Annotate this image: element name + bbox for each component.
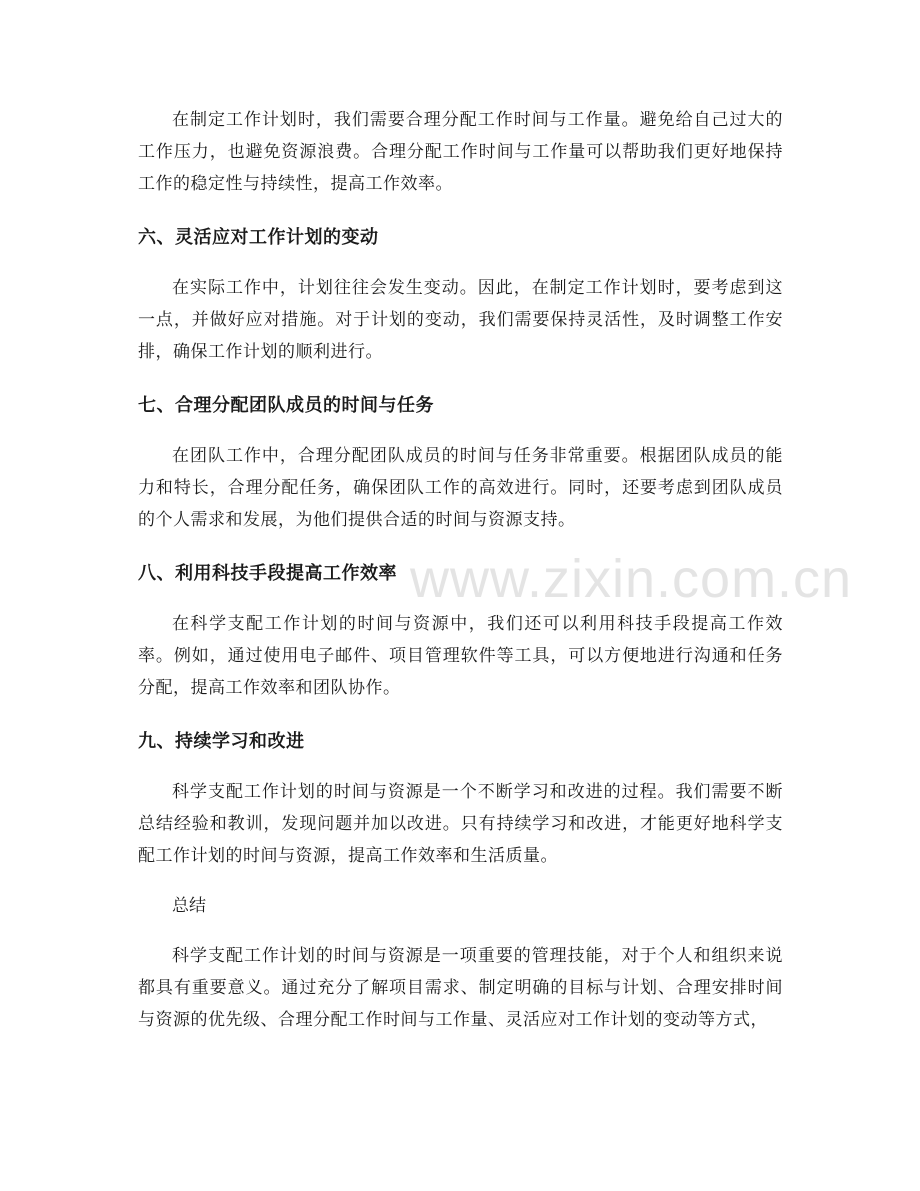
paragraph-section-8: 在科学支配工作计划的时间与资源中，我们还可以利用科技手段提高工作效率。例如，通过使用电子邮件、项目管理软件等工具，可以方便地进行沟通和任务分配，提高工作效率和团队协作。 [138, 614, 783, 698]
paragraph-summary: 科学支配工作计划的时间与资源是一项重要的管理技能，对于个人和组织来说都具有重要意义。通过充分了解项目需求、制定明确的目标与计划、合理安排时间与资源的优先级、合理分配工作时间与工作量、灵活应对工作计划的变动等方式， [138, 946, 783, 1030]
summary-label: 总结 [172, 896, 206, 916]
paragraph-section-9: 科学支配工作计划的时间与资源是一个不断学习和改进的过程。我们需要不断总结经验和教训，发现问题并加以改进。只有持续学习和改进，才能更好地科学支配工作计划的时间与资源，提高工作效率和生活质量。 [138, 782, 783, 866]
heading-section-6: 六、灵活应对工作计划的变动 [138, 227, 379, 248]
heading-section-8: 八、利用科技手段提高工作效率 [138, 563, 397, 584]
paragraph-section-7: 在团队工作中，合理分配团队成员的时间与任务非常重要。根据团队成员的能力和特长，合理分配任务，确保团队工作的高效进行。同时，还要考虑到团队成员的个人需求和发展，为他们提供合适的时间与资源支持。 [138, 446, 783, 530]
paragraph-work-allocation: 在制定工作计划时，我们需要合理分配工作时间与工作量。避免给自己过大的工作压力，也避免资源浪费。合理分配工作时间与工作量可以帮助我们更好地保持工作的稳定性与持续性，提高工作效率。 [138, 110, 783, 194]
heading-section-7: 七、合理分配团队成员的时间与任务 [138, 395, 434, 416]
heading-section-9: 九、持续学习和改进 [138, 731, 305, 752]
paragraph-section-6: 在实际工作中，计划往往会发生变动。因此，在制定工作计划时，要考虑到这一点，并做好应对措施。对于计划的变动，我们需要保持灵活性，及时调整工作安排，确保工作计划的顺利进行。 [138, 278, 783, 362]
document-body [138, 104, 783, 1036]
watermark-text: www.zixin.com.cn [410, 549, 853, 609]
